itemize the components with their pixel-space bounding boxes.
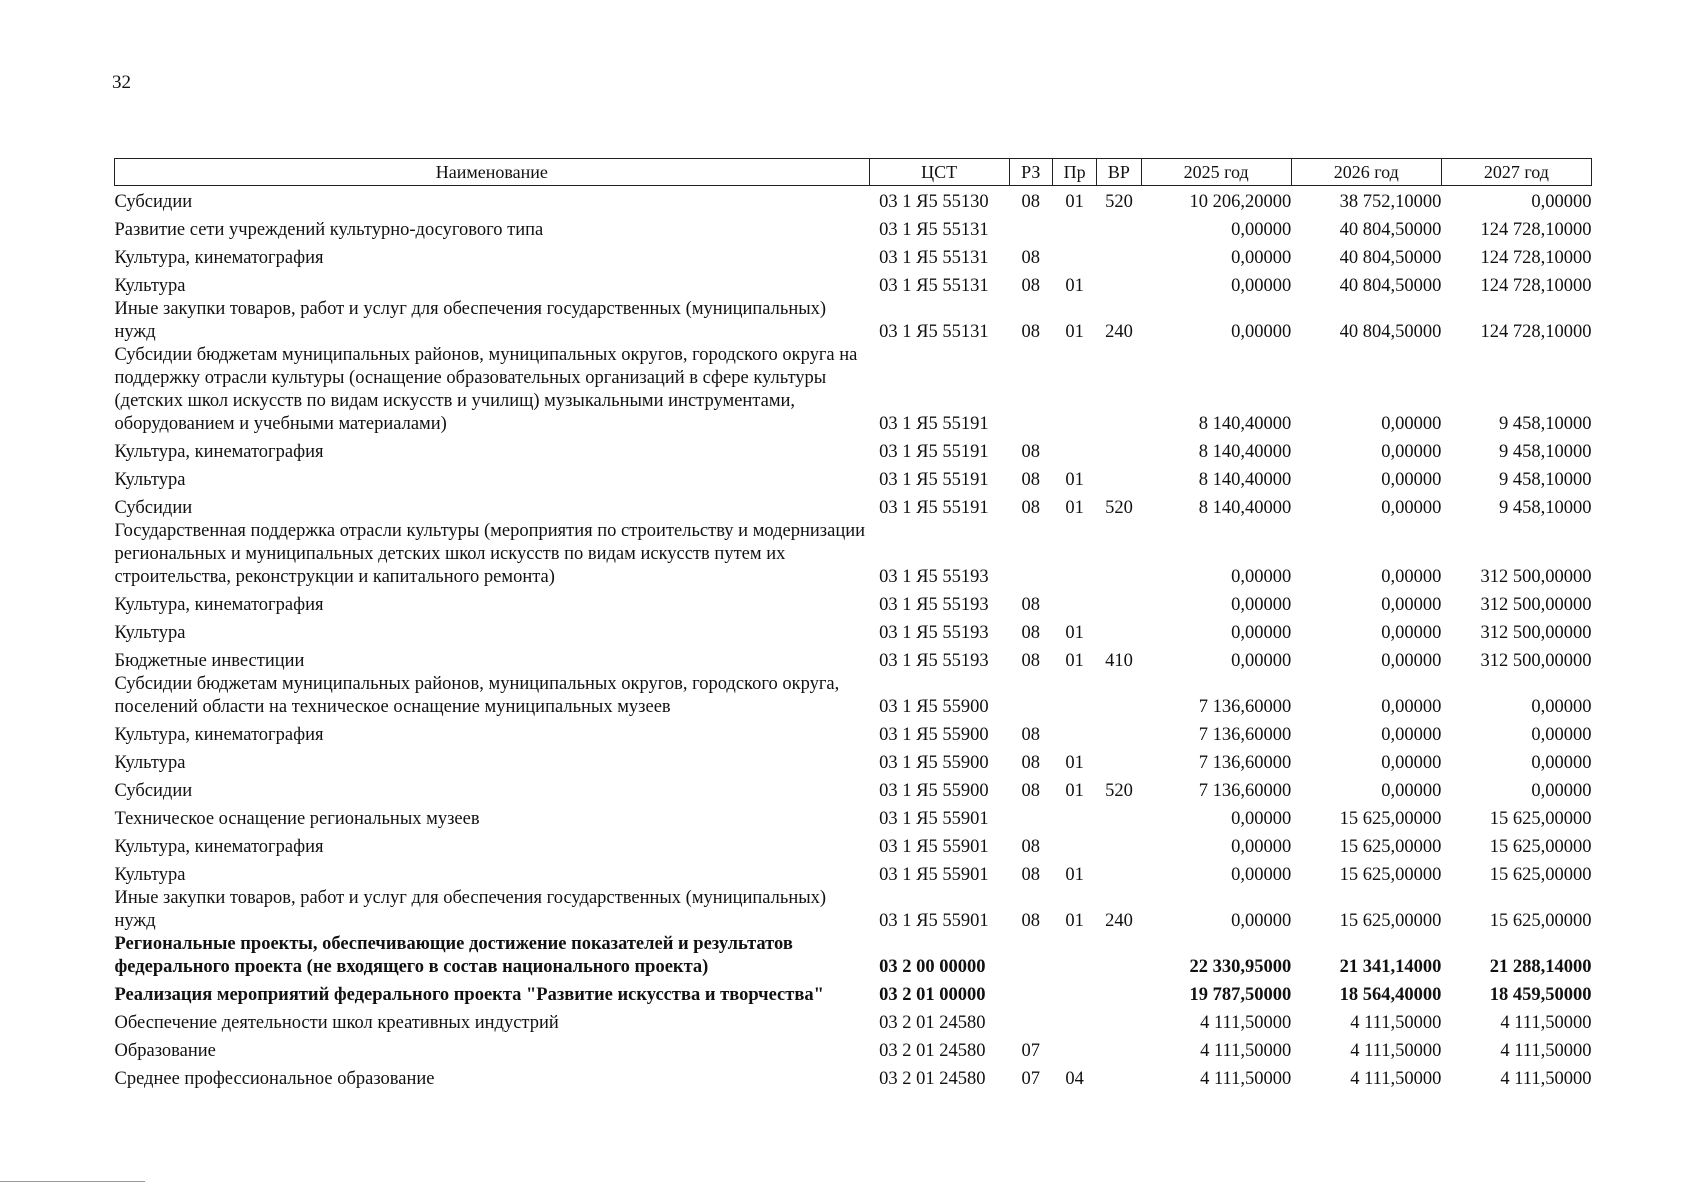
header-cst: ЦСТ — [869, 159, 1009, 186]
row-vr — [1097, 831, 1141, 859]
row-2026: 40 804,50000 — [1339, 247, 1442, 268]
table-row — [115, 464, 1592, 492]
row-name: Культура, кинематография — [114, 441, 324, 462]
row-pr: 01 — [1065, 780, 1084, 801]
row-cst: 03 1 Я5 55191 — [879, 441, 989, 462]
row-2026: 0,00000 — [1381, 724, 1442, 745]
row-2025: 0,00000 — [1231, 247, 1292, 268]
row-pr: 01 — [1065, 469, 1084, 490]
row-pr — [1052, 831, 1096, 859]
row-cst: 03 1 Я5 55900 — [879, 752, 989, 773]
row-2025: 22 330,95000 — [1189, 956, 1292, 977]
row-2026: 0,00000 — [1381, 566, 1442, 587]
row-vr — [1097, 719, 1141, 747]
row-2027: 9 458,10000 — [1499, 497, 1592, 518]
row-2025: 0,00000 — [1231, 808, 1292, 829]
row-2025: 0,00000 — [1231, 275, 1292, 296]
row-2026: 15 625,00000 — [1339, 808, 1442, 829]
row-cst: 03 2 00 00000 — [879, 956, 986, 977]
row-cst: 03 1 Я5 55131 — [879, 219, 989, 240]
row-2025: 0,00000 — [1231, 864, 1292, 885]
budget-table — [114, 158, 1592, 1091]
row-rz: 08 — [1021, 321, 1041, 342]
row-rz — [1009, 933, 1052, 979]
row-2027: 0,00000 — [1531, 780, 1592, 801]
row-name: Бюджетные инвестиции — [114, 650, 305, 671]
row-2027: 15 625,00000 — [1489, 808, 1592, 829]
row-rz: 08 — [1021, 836, 1041, 857]
row-2027: 0,00000 — [1531, 696, 1592, 717]
row-2026: 40 804,50000 — [1339, 219, 1442, 240]
row-2025: 0,00000 — [1231, 622, 1292, 643]
row-cst: 03 1 Я5 55900 — [879, 696, 989, 717]
row-pr: 01 — [1065, 622, 1084, 643]
row-pr — [1052, 673, 1096, 719]
row-2026: 0,00000 — [1381, 497, 1442, 518]
row-name: Государственная поддержка отрасли культуры (мероприятия по строительству и модернизации региональных и муниципальных детских школ искусств по видам искусств путем их строительства, реконструкции и капитального ремонта) — [114, 520, 866, 587]
row-2026: 0,00000 — [1381, 622, 1442, 643]
row-cst: 03 1 Я5 55193 — [879, 622, 989, 643]
table-row — [115, 492, 1592, 520]
row-name: Региональные проекты, обеспечивающие достижение показателей и результатов федерального проекта (не входящего в состав национального проекта) — [114, 933, 793, 977]
row-vr — [1097, 1007, 1141, 1035]
row-rz — [1009, 214, 1052, 242]
header-2025: 2025 год — [1141, 159, 1291, 186]
row-cst: 03 1 Я5 55193 — [879, 650, 989, 671]
row-2026: 4 111,50000 — [1350, 1012, 1442, 1033]
row-vr — [1097, 1035, 1141, 1063]
row-2026: 38 752,10000 — [1339, 191, 1442, 212]
row-pr — [1052, 979, 1096, 1007]
row-rz — [1009, 979, 1052, 1007]
row-2026: 0,00000 — [1381, 469, 1442, 490]
table-row — [115, 214, 1592, 242]
row-rz: 08 — [1021, 469, 1041, 490]
row-name: Субсидии — [114, 497, 193, 518]
row-2026: 40 804,50000 — [1339, 275, 1442, 296]
row-2027: 4 111,50000 — [1500, 1012, 1592, 1033]
row-pr — [1052, 1007, 1096, 1035]
row-pr — [1052, 803, 1096, 831]
row-cst: 03 2 01 24580 — [879, 1012, 986, 1033]
page-number: 32 — [112, 72, 131, 93]
row-2025: 8 140,40000 — [1198, 413, 1292, 434]
row-pr: 01 — [1065, 275, 1084, 296]
row-2025: 4 111,50000 — [1200, 1040, 1292, 1061]
row-2027: 9 458,10000 — [1499, 413, 1592, 434]
row-pr: 01 — [1065, 321, 1084, 342]
row-2026: 21 341,14000 — [1339, 956, 1442, 977]
row-name: Культура, кинематография — [114, 836, 324, 857]
table-row — [115, 859, 1592, 887]
row-pr: 01 — [1065, 910, 1084, 931]
row-2026: 0,00000 — [1381, 752, 1442, 773]
row-2027: 15 625,00000 — [1489, 836, 1592, 857]
row-2027: 4 111,50000 — [1500, 1068, 1592, 1089]
scan-artifact-line — [0, 1181, 145, 1182]
table-row — [115, 1007, 1592, 1035]
row-pr — [1052, 242, 1096, 270]
table-row — [115, 1035, 1592, 1063]
row-vr — [1097, 617, 1141, 645]
row-name: Культура — [114, 864, 186, 885]
row-2026: 15 625,00000 — [1339, 836, 1442, 857]
row-vr — [1097, 242, 1141, 270]
row-cst: 03 1 Я5 55193 — [879, 566, 989, 587]
row-rz: 08 — [1021, 247, 1041, 268]
row-name: Иные закупки товаров, работ и услуг для обеспечения государственных (муниципальных) нужд — [114, 887, 827, 931]
row-2027: 18 459,50000 — [1489, 984, 1592, 1005]
row-cst: 03 1 Я5 55193 — [879, 594, 989, 615]
row-name: Развитие сети учреждений культурно-досугового типа — [114, 219, 544, 240]
row-2027: 0,00000 — [1531, 724, 1592, 745]
row-rz: 08 — [1021, 724, 1041, 745]
table-row — [115, 775, 1592, 803]
row-vr — [1097, 979, 1141, 1007]
row-cst: 03 1 Я5 55901 — [879, 910, 989, 931]
row-pr — [1052, 1035, 1096, 1063]
row-2025: 7 136,60000 — [1198, 724, 1292, 745]
row-vr — [1097, 520, 1141, 589]
row-cst: 03 2 01 00000 — [879, 984, 986, 1005]
row-rz: 08 — [1021, 191, 1041, 212]
row-vr — [1097, 344, 1141, 436]
row-rz — [1009, 344, 1052, 436]
row-pr: 01 — [1065, 864, 1084, 885]
row-name: Образование — [114, 1040, 216, 1061]
table-row — [115, 589, 1592, 617]
header-vr: ВР — [1097, 159, 1141, 186]
row-vr: 410 — [1105, 650, 1133, 671]
row-rz: 08 — [1021, 497, 1041, 518]
row-2027: 124 728,10000 — [1480, 275, 1592, 296]
row-name: Культура, кинематография — [114, 594, 324, 615]
row-2026: 4 111,50000 — [1350, 1040, 1442, 1061]
row-2027: 0,00000 — [1531, 752, 1592, 773]
row-cst: 03 1 Я5 55131 — [879, 275, 989, 296]
row-vr: 240 — [1105, 321, 1133, 342]
row-name: Иные закупки товаров, работ и услуг для обеспечения государственных (муниципальных) нужд — [114, 298, 827, 342]
row-cst: 03 1 Я5 55901 — [879, 836, 989, 857]
table-row — [115, 747, 1592, 775]
header-2027: 2027 год — [1441, 159, 1591, 186]
row-cst: 03 1 Я5 55901 — [879, 864, 989, 885]
row-name: Субсидии бюджетам муниципальных районов, муниципальных округов, городского округа на поддержку отрасли культуры (оснащение образовательных организаций в сфере культуры (детских школ искусств по видам искусств и училищ) музыкальными инструментами, оборудованием и учебными материалами) — [114, 344, 858, 434]
row-2025: 7 136,60000 — [1198, 696, 1292, 717]
row-2026: 40 804,50000 — [1339, 321, 1442, 342]
row-name: Обеспечение деятельности школ креативных индустрий — [114, 1012, 559, 1033]
row-rz: 08 — [1021, 650, 1041, 671]
row-name: Техническое оснащение региональных музеев — [114, 808, 480, 829]
row-rz: 08 — [1021, 622, 1041, 643]
row-rz: 08 — [1021, 752, 1041, 773]
row-name: Субсидии бюджетам муниципальных районов, муниципальных округов, городского округа, поселений области на техническое оснащение муниципальных музеев — [114, 673, 840, 717]
row-rz — [1009, 520, 1052, 589]
row-vr — [1097, 747, 1141, 775]
row-vr — [1097, 464, 1141, 492]
row-cst: 03 2 01 24580 — [879, 1040, 986, 1061]
row-2025: 8 140,40000 — [1198, 497, 1292, 518]
row-name: Среднее профессиональное образование — [114, 1068, 435, 1089]
row-name: Культура — [114, 275, 186, 296]
row-vr: 520 — [1105, 780, 1133, 801]
row-cst: 03 1 Я5 55900 — [879, 724, 989, 745]
row-2026: 15 625,00000 — [1339, 910, 1442, 931]
row-2026: 18 564,40000 — [1339, 984, 1442, 1005]
row-rz: 08 — [1021, 594, 1041, 615]
row-2027: 312 500,00000 — [1480, 594, 1592, 615]
row-name: Культура — [114, 752, 186, 773]
row-vr: 240 — [1105, 910, 1133, 931]
budget-table-container — [114, 158, 1592, 1091]
table-row — [115, 831, 1592, 859]
row-2027: 9 458,10000 — [1499, 441, 1592, 462]
row-name: Культура, кинематография — [114, 724, 324, 745]
table-row — [115, 1063, 1592, 1091]
row-cst: 03 1 Я5 55131 — [879, 247, 989, 268]
row-rz — [1009, 673, 1052, 719]
row-cst: 03 1 Я5 55900 — [879, 780, 989, 801]
row-2025: 0,00000 — [1231, 321, 1292, 342]
row-vr — [1097, 673, 1141, 719]
row-rz: 07 — [1021, 1068, 1041, 1089]
row-2025: 4 111,50000 — [1200, 1012, 1292, 1033]
row-pr: 01 — [1065, 497, 1084, 518]
row-cst: 03 2 01 24580 — [879, 1068, 986, 1089]
row-name: Культура, кинематография — [114, 247, 324, 268]
row-vr — [1097, 589, 1141, 617]
row-rz: 08 — [1021, 864, 1041, 885]
row-vr — [1097, 859, 1141, 887]
row-2025: 0,00000 — [1231, 594, 1292, 615]
row-vr — [1097, 933, 1141, 979]
row-vr — [1097, 214, 1141, 242]
row-2026: 0,00000 — [1381, 413, 1442, 434]
row-vr — [1097, 803, 1141, 831]
row-pr: 01 — [1065, 650, 1084, 671]
table-row — [115, 436, 1592, 464]
row-2025: 8 140,40000 — [1198, 469, 1292, 490]
table-body — [115, 186, 1592, 1091]
row-vr: 520 — [1105, 191, 1133, 212]
row-pr — [1052, 933, 1096, 979]
row-name: Культура — [114, 622, 186, 643]
row-2025: 10 206,20000 — [1189, 191, 1292, 212]
table-row — [115, 933, 1592, 979]
row-2027: 124 728,10000 — [1480, 247, 1592, 268]
row-pr — [1052, 589, 1096, 617]
table-row — [115, 344, 1592, 436]
row-name: Реализация мероприятий федерального проекта "Развитие искусства и творчества" — [114, 984, 824, 1005]
row-2027: 124 728,10000 — [1480, 219, 1592, 240]
row-2026: 15 625,00000 — [1339, 864, 1442, 885]
table-row — [115, 520, 1592, 589]
row-2025: 0,00000 — [1231, 836, 1292, 857]
row-pr: 01 — [1065, 191, 1084, 212]
row-2025: 7 136,60000 — [1198, 752, 1292, 773]
row-rz: 08 — [1021, 275, 1041, 296]
table-row — [115, 803, 1592, 831]
row-2027: 15 625,00000 — [1489, 864, 1592, 885]
row-2025: 0,00000 — [1231, 219, 1292, 240]
row-2027: 124 728,10000 — [1480, 321, 1592, 342]
table-row — [115, 645, 1592, 673]
row-vr — [1097, 1063, 1141, 1091]
row-pr: 04 — [1065, 1068, 1084, 1089]
row-pr — [1052, 344, 1096, 436]
row-rz — [1009, 803, 1052, 831]
row-cst: 03 1 Я5 55131 — [879, 321, 989, 342]
row-cst: 03 1 Я5 55130 — [879, 191, 989, 212]
row-vr: 520 — [1105, 497, 1133, 518]
row-2025: 0,00000 — [1231, 910, 1292, 931]
row-cst: 03 1 Я5 55191 — [879, 469, 989, 490]
table-row — [115, 298, 1592, 344]
row-2026: 0,00000 — [1381, 594, 1442, 615]
row-2027: 0,00000 — [1531, 191, 1592, 212]
row-pr — [1052, 719, 1096, 747]
row-2025: 19 787,50000 — [1189, 984, 1292, 1005]
row-rz — [1009, 1007, 1052, 1035]
table-row — [115, 887, 1592, 933]
row-pr — [1052, 214, 1096, 242]
row-cst: 03 1 Я5 55191 — [879, 497, 989, 518]
row-2025: 8 140,40000 — [1198, 441, 1292, 462]
row-vr — [1097, 270, 1141, 298]
row-cst: 03 1 Я5 55191 — [879, 413, 989, 434]
row-2027: 312 500,00000 — [1480, 622, 1592, 643]
row-name: Культура — [114, 469, 186, 490]
row-2025: 0,00000 — [1231, 566, 1292, 587]
row-2025: 7 136,60000 — [1198, 780, 1292, 801]
row-name: Субсидии — [114, 780, 193, 801]
table-row — [115, 979, 1592, 1007]
row-2025: 0,00000 — [1231, 650, 1292, 671]
header-name: Наименование — [115, 159, 870, 186]
row-rz: 08 — [1021, 780, 1041, 801]
table-row — [115, 242, 1592, 270]
row-2026: 0,00000 — [1381, 696, 1442, 717]
table-row — [115, 186, 1592, 214]
row-2027: 312 500,00000 — [1480, 650, 1592, 671]
row-name: Субсидии — [114, 191, 193, 212]
row-cst: 03 1 Я5 55901 — [879, 808, 989, 829]
row-2026: 0,00000 — [1381, 441, 1442, 462]
row-rz: 07 — [1021, 1040, 1041, 1061]
table-row — [115, 673, 1592, 719]
row-pr — [1052, 520, 1096, 589]
row-2027: 21 288,14000 — [1489, 956, 1592, 977]
row-2025: 4 111,50000 — [1200, 1068, 1292, 1089]
header-pr: Пр — [1052, 159, 1096, 186]
table-row — [115, 617, 1592, 645]
row-2027: 4 111,50000 — [1500, 1040, 1592, 1061]
header-2026: 2026 год — [1291, 159, 1441, 186]
row-rz: 08 — [1021, 441, 1041, 462]
row-pr: 01 — [1065, 752, 1084, 773]
table-header — [115, 159, 1592, 186]
header-rz: РЗ — [1009, 159, 1052, 186]
row-rz: 08 — [1021, 910, 1041, 931]
row-2026: 0,00000 — [1381, 780, 1442, 801]
row-2026: 4 111,50000 — [1350, 1068, 1442, 1089]
row-2026: 0,00000 — [1381, 650, 1442, 671]
row-2027: 15 625,00000 — [1489, 910, 1592, 931]
row-pr — [1052, 436, 1096, 464]
table-row — [115, 719, 1592, 747]
row-2027: 9 458,10000 — [1499, 469, 1592, 490]
row-2027: 312 500,00000 — [1480, 566, 1592, 587]
table-row — [115, 270, 1592, 298]
row-vr — [1097, 436, 1141, 464]
